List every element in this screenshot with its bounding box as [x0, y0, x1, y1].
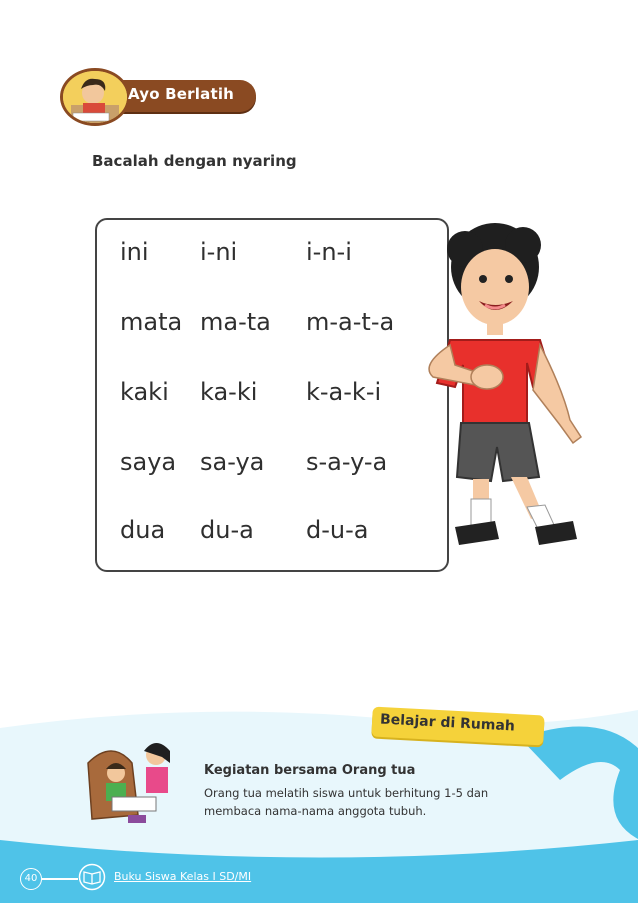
word-cell: mata: [120, 308, 183, 336]
word-cell: ini: [120, 238, 149, 266]
word-cell: kaki: [120, 378, 169, 406]
book-title-link[interactable]: Buku Siswa Kelas I SD/MI: [114, 870, 252, 883]
activity-title: Kegiatan bersama Orang tua: [204, 763, 416, 778]
word-cell: dua: [120, 516, 166, 544]
boy-illustration-icon: [415, 215, 595, 565]
syllable-cell: du-a: [200, 516, 254, 544]
section-badge-label: Ayo Berlatih: [128, 85, 235, 103]
footer-divider: [42, 878, 78, 880]
letter-cell: s-a-y-a: [306, 448, 388, 476]
parent-child-reading-icon: [82, 735, 192, 827]
activity-description-line1: Orang tua melatih siswa untuk berhitung 1-5 dan: [204, 786, 489, 800]
book-icon: [78, 863, 106, 891]
page-number: 40: [20, 868, 42, 890]
instruction-text: Bacalah dengan nyaring: [92, 152, 297, 170]
letter-cell: d-u-a: [306, 516, 369, 544]
syllable-cell: i-ni: [200, 238, 238, 266]
activity-description-line2: membaca nama-nama anggota tubuh.: [204, 804, 427, 818]
student-avatar-icon: [60, 68, 130, 126]
syllable-cell: ka-ki: [200, 378, 258, 406]
syllable-cell: ma-ta: [200, 308, 271, 336]
letter-cell: k-a-k-i: [306, 378, 382, 406]
letter-cell: m-a-t-a: [306, 308, 395, 336]
word-cell: saya: [120, 448, 177, 476]
letter-cell: i-n-i: [306, 238, 352, 266]
home-section-label: Belajar di Rumah: [379, 711, 516, 735]
syllable-cell: sa-ya: [200, 448, 265, 476]
